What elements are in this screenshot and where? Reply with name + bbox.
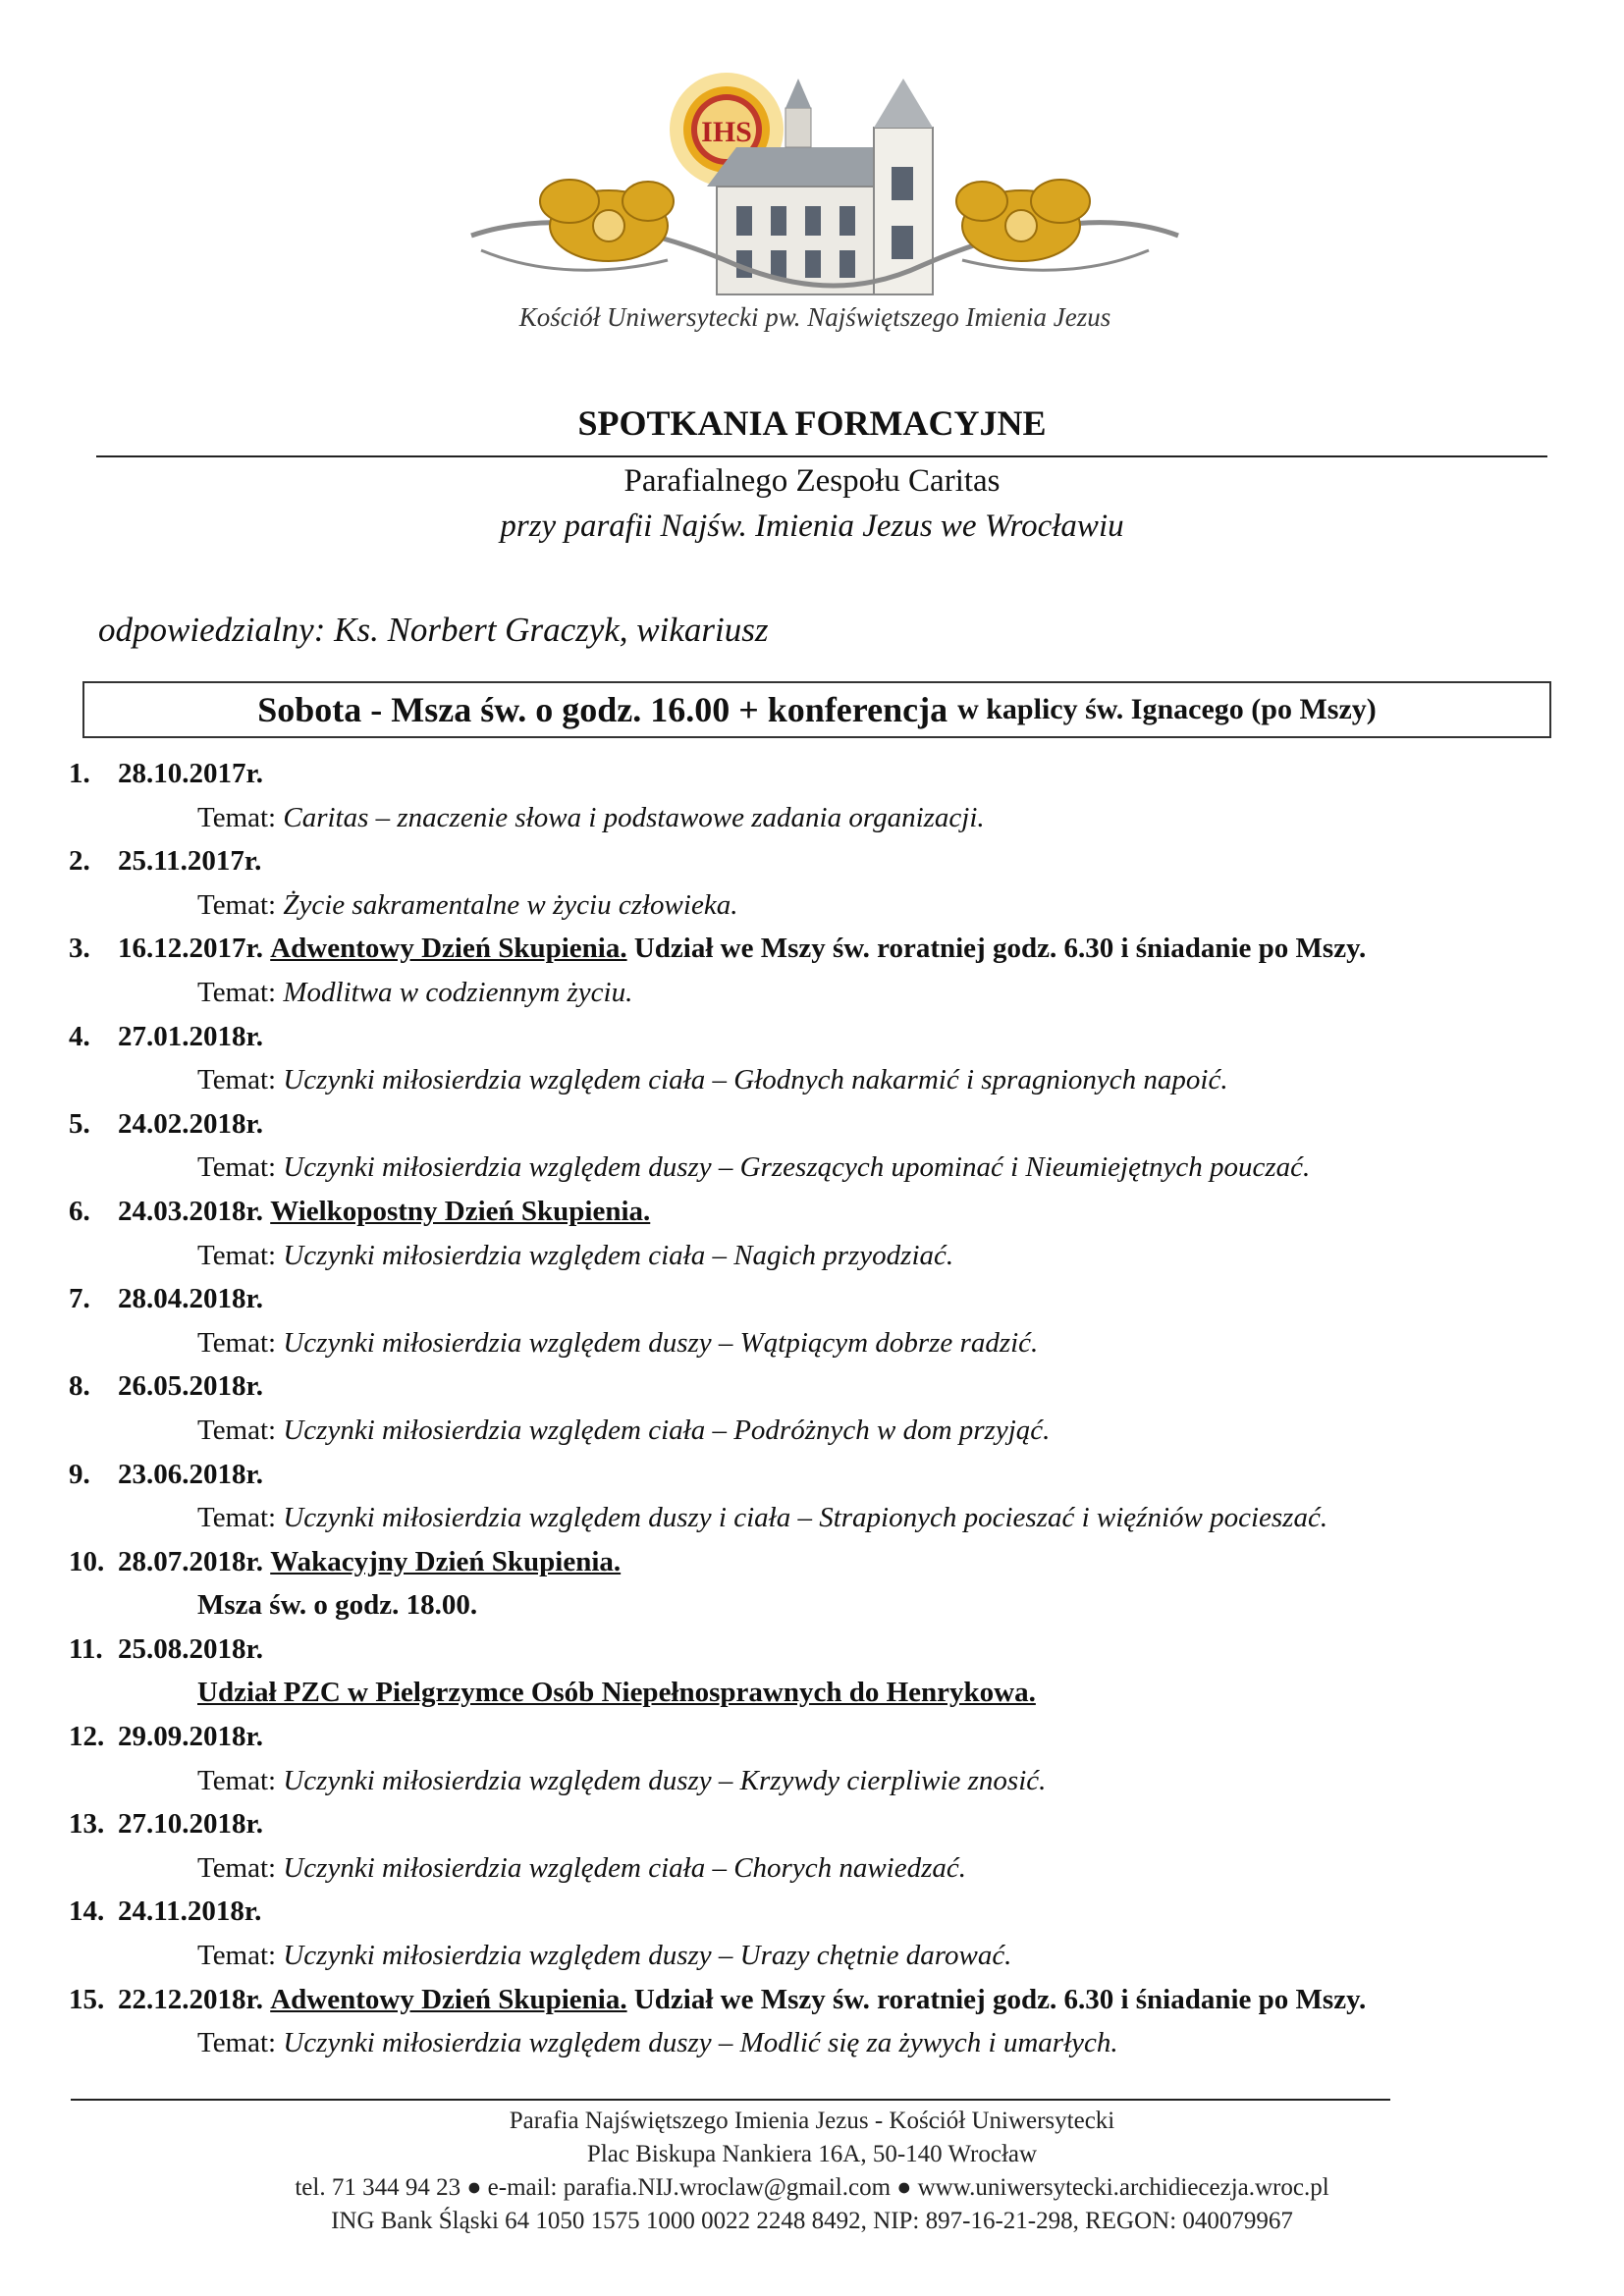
list-item	[69, 1978, 1600, 2022]
meeting-topic: Uczynki miłosierdzia względem ciała – Podróżnych w dom przyjąć.	[283, 1414, 1051, 1446]
meeting-topic: Uczynki miłosierdzia względem ciała – Chorych nawiedzać.	[283, 1851, 966, 1884]
gold-ornament-right	[956, 180, 1090, 261]
meeting-topic-line	[69, 1846, 1600, 1891]
meeting-number: 9.	[69, 1458, 90, 1490]
meeting-number: 10.	[69, 1545, 105, 1577]
list-item	[69, 927, 1600, 971]
list-item	[69, 1015, 1600, 1059]
list-item	[69, 1628, 1600, 1672]
meeting-date: 24.02.2018r.	[118, 1107, 263, 1140]
meeting-date: 22.12.2018r.	[118, 1983, 263, 2015]
meeting-event: Adwentowy Dzień Skupienia.	[270, 1983, 627, 2015]
topic-prefix: Temat:	[197, 1764, 284, 1796]
meeting-date: 25.11.2017r.	[118, 845, 262, 878]
meeting-number: 1.	[69, 758, 90, 789]
meeting-date: 24.03.2018r.	[118, 1195, 263, 1227]
meeting-subline: Udział PZC w Pielgrzymce Osób Niepełnosprawnych do Henrykowa.	[197, 1677, 1036, 1709]
meeting-topic: Uczynki miłosierdzia względem duszy – Modlić się za żywych i umarłych.	[283, 2027, 1118, 2059]
meeting-topic: Uczynki miłosierdzia względem ciała – Głodnych nakarmić i spragnionych napoić.	[283, 1064, 1228, 1096]
meeting-topic: Modlitwa w codziennym życiu.	[283, 976, 633, 1008]
meeting-topic: Uczynki miłosierdzia względem ciała – Nagich przyodziać.	[283, 1239, 954, 1271]
list-item	[69, 1890, 1600, 1934]
meeting-date: 29.09.2018r.	[118, 1721, 263, 1753]
meeting-number: 8.	[69, 1370, 90, 1403]
meeting-date: 27.01.2018r.	[118, 1020, 263, 1052]
meeting-date: 26.05.2018r.	[118, 1370, 263, 1403]
meeting-topic: Uczynki miłosierdzia względem duszy – Urazy chętnie darować.	[283, 1940, 1012, 1972]
meeting-topic: Uczynki miłosierdzia względem duszy – Krzywdy cierpliwie znosić.	[283, 1764, 1047, 1796]
meeting-date: 25.08.2018r.	[118, 1632, 263, 1665]
topic-prefix: Temat:	[197, 1940, 284, 1972]
meeting-number: 3.	[69, 933, 90, 965]
meeting-topic-line	[69, 1759, 1600, 1803]
meeting-subline: Msza św. o godz. 18.00.	[197, 1589, 478, 1622]
list-item	[69, 752, 1600, 796]
topic-prefix: Temat:	[197, 1502, 284, 1534]
meetings-list	[69, 752, 1600, 2065]
ihs-monogram: IHS	[701, 116, 752, 148]
list-item	[69, 1715, 1600, 1759]
meeting-topic-line	[69, 1058, 1600, 1102]
subtitle-team: Parafialnego Zespołu Caritas	[623, 463, 1001, 499]
responsible-person: odpowiedzialny: Ks. Norbert Graczyk, wikariusz	[98, 611, 769, 649]
meeting-topic-line	[69, 1496, 1600, 1540]
topic-prefix: Temat:	[197, 1851, 284, 1884]
meeting-number: 11.	[69, 1632, 103, 1665]
meeting-number: 14.	[69, 1896, 105, 1928]
list-item	[69, 839, 1600, 883]
footer	[0, 2105, 1624, 2238]
church-logo	[412, 39, 1218, 373]
meeting-number: 12.	[69, 1721, 105, 1753]
list-item	[69, 1364, 1600, 1409]
meeting-number: 6.	[69, 1195, 90, 1227]
session-location: w kaplicy św. Ignacego (po Mszy)	[957, 693, 1377, 725]
document-title: SPOTKANIA FORMACYJNE	[577, 403, 1047, 443]
title-divider	[96, 455, 1547, 457]
footer-contact: tel. 71 344 94 23 ● e-mail: parafia.NIJ.wroclaw@gmail.com ● www.uniwersytecki.archidiecezja.wroc.pl	[295, 2174, 1329, 2201]
logo-caption: Kościół Uniwersytecki pw. Najświętszego Imienia Jezus	[518, 302, 1111, 332]
meeting-topic-line	[69, 1409, 1600, 1453]
topic-prefix: Temat:	[197, 1239, 284, 1271]
meeting-topic: Caritas – znaczenie słowa i podstawowe zadania organizacji.	[283, 801, 985, 833]
meeting-topic-line	[69, 971, 1600, 1015]
meeting-date: 28.10.2017r.	[118, 758, 263, 789]
meeting-number: 5.	[69, 1107, 90, 1140]
footer-address: Plac Biskupa Nankiera 16A, 50-140 Wrocław	[586, 2141, 1038, 2167]
meeting-topic-line	[69, 883, 1600, 928]
session-info-box	[82, 681, 1551, 738]
meeting-event: Wielkopostny Dzień Skupienia.	[270, 1195, 651, 1227]
meeting-topic-line	[69, 1321, 1600, 1365]
meeting-number: 4.	[69, 1020, 90, 1052]
topic-prefix: Temat:	[197, 1414, 284, 1446]
meeting-event: Adwentowy Dzień Skupienia.	[270, 933, 627, 965]
topic-prefix: Temat:	[197, 1064, 284, 1096]
topic-prefix: Temat:	[197, 2027, 284, 2059]
list-item	[69, 1102, 1600, 1147]
subtitle-parish: przy parafii Najśw. Imienia Jezus we Wrocławiu	[500, 508, 1124, 544]
meeting-number: 7.	[69, 1283, 90, 1315]
topic-prefix: Temat:	[197, 801, 284, 833]
meeting-date: 16.12.2017r.	[118, 933, 263, 965]
meeting-topic-line	[69, 796, 1600, 840]
meeting-date: 27.10.2018r.	[118, 1808, 263, 1841]
topic-prefix: Temat:	[197, 976, 284, 1008]
footer-parish: Parafia Najświętszego Imienia Jezus - Kościół Uniwersytecki	[509, 2108, 1115, 2134]
meeting-number: 13.	[69, 1808, 105, 1841]
list-item	[69, 1453, 1600, 1497]
session-main: Sobota - Msza św. o godz. 16.00 + konferencja	[257, 690, 948, 729]
meeting-date: 28.04.2018r.	[118, 1283, 263, 1315]
meeting-topic: Uczynki miłosierdzia względem duszy i ciała – Strapionych pocieszać i więźniów pocieszać.	[283, 1502, 1328, 1534]
list-item	[69, 1802, 1600, 1846]
topic-prefix: Temat:	[197, 1151, 284, 1184]
list-item	[69, 1190, 1600, 1234]
meeting-topic-line	[69, 1234, 1600, 1278]
footer-bank: ING Bank Śląski 64 1050 1575 1000 0022 2248 8492, NIP: 897-16-21-298, REGON: 040079967	[331, 2208, 1293, 2234]
meeting-event: Wakacyjny Dzień Skupienia.	[270, 1545, 622, 1577]
meeting-number: 15.	[69, 1983, 105, 2015]
gold-ornament-left	[540, 180, 674, 261]
meeting-date: 24.11.2018r.	[118, 1896, 262, 1928]
list-item	[69, 1540, 1600, 1584]
list-item	[69, 1277, 1600, 1321]
meeting-note: Udział we Mszy św. roratniej godz. 6.30 i śniadanie po Mszy.	[633, 1983, 1367, 2015]
meeting-note: Udział we Mszy św. roratniej godz. 6.30 i śniadanie po Mszy.	[633, 933, 1367, 965]
meeting-topic: Uczynki miłosierdzia względem duszy – Wątpiącym dobrze radzić.	[283, 1326, 1039, 1359]
meeting-topic-line	[69, 2021, 1600, 2065]
meeting-topic: Życie sakramentalne w życiu człowieka.	[283, 888, 738, 921]
topic-prefix: Temat:	[197, 1326, 284, 1359]
footer-divider	[71, 2099, 1390, 2101]
meeting-topic-line	[69, 1146, 1600, 1190]
meeting-date: 23.06.2018r.	[118, 1458, 263, 1490]
meeting-number: 2.	[69, 845, 90, 878]
meeting-topic: Uczynki miłosierdzia względem duszy – Grzeszących upominać i Nieumiejętnych pouczać.	[283, 1151, 1311, 1184]
meeting-topic-line	[69, 1934, 1600, 1978]
meeting-date: 28.07.2018r.	[118, 1545, 263, 1577]
topic-prefix: Temat:	[197, 888, 284, 921]
